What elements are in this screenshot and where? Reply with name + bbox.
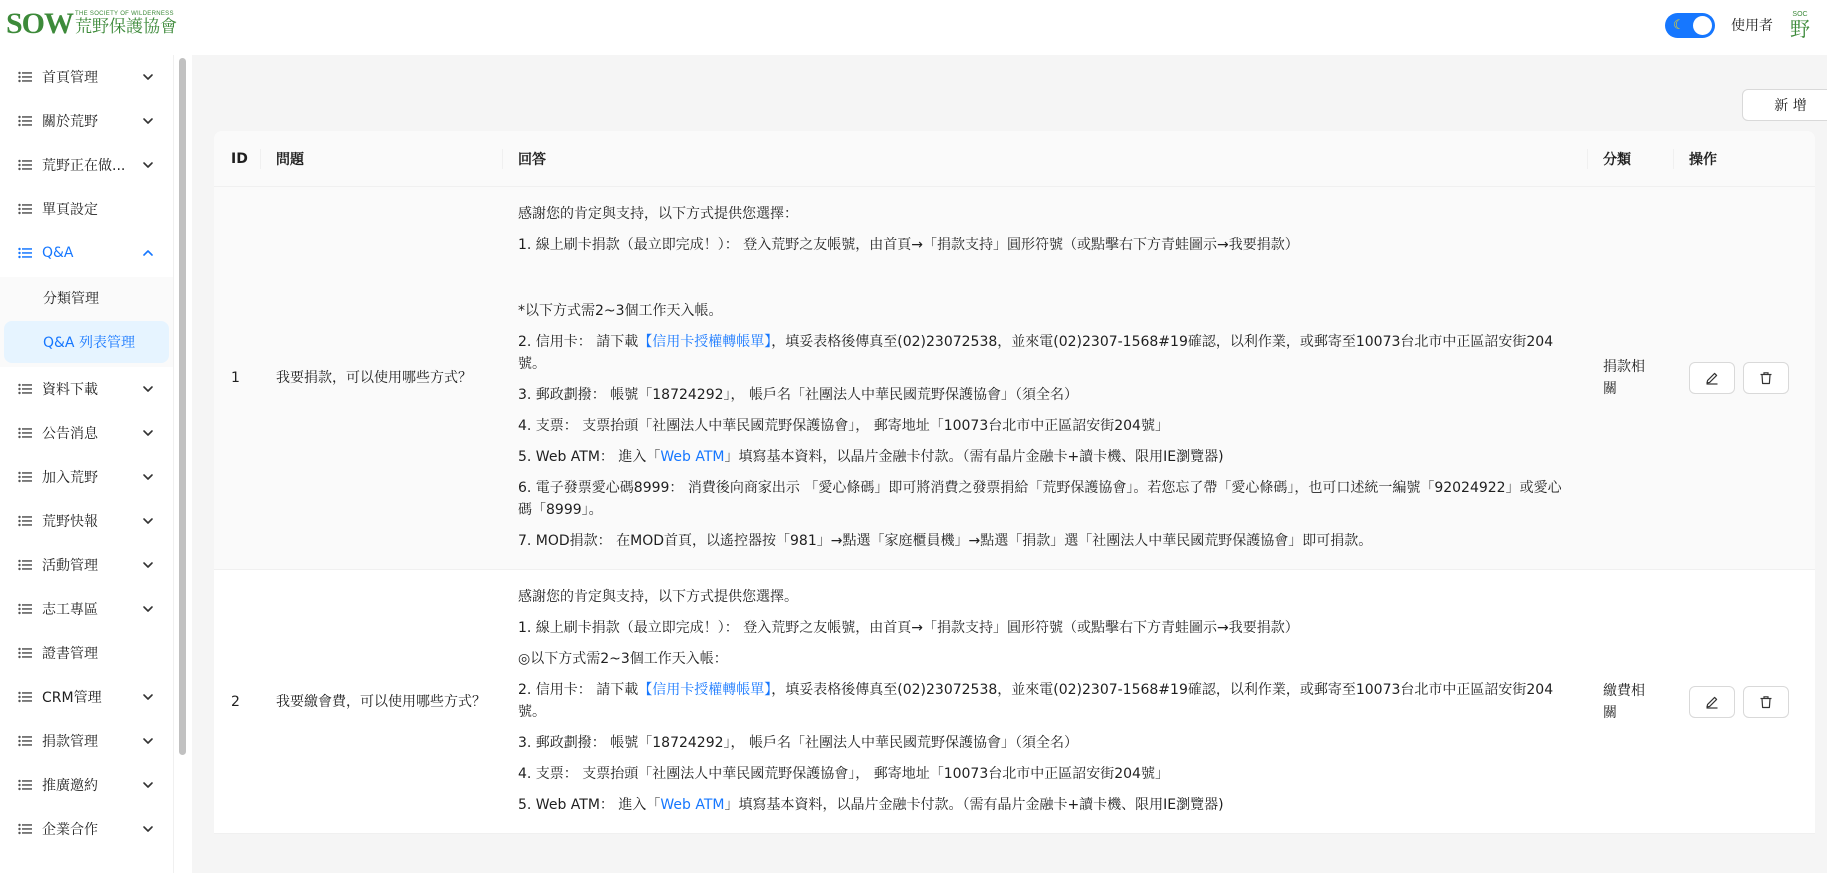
answer-paragraph: ◎以下方式需2~3個工作天入帳： bbox=[518, 651, 728, 667]
cell-answer bbox=[502, 187, 1587, 569]
delete-button[interactable] bbox=[1743, 362, 1789, 394]
sidebar-subitem-qa-list-management[interactable]: Q&A 列表管理 bbox=[4, 321, 169, 363]
list-icon bbox=[18, 735, 32, 747]
answer-paragraph: 1. 線上刷卡捐款（最立即完成！）： 登入荒野之友帳號，由首頁→「捐款支持」圓形符號（或點擊右下方青蛙圖示→我要捐款） bbox=[518, 237, 1299, 253]
sidebar-item-about[interactable] bbox=[0, 99, 173, 143]
answer-paragraph: 感謝您的肯定與支持，以下方式提供您選擇： bbox=[518, 206, 798, 222]
list-icon bbox=[18, 71, 32, 83]
sidebar-item-label: 荒野快報 bbox=[42, 514, 98, 530]
sidebar-item-label: 關於荒野 bbox=[42, 114, 98, 130]
answer-text: ，填妥表格後傳真至(02)23072538，並來電(02)2307-1568#19確認，以利作業，或郵寄至10073台北市中正區詔安街204號。 bbox=[518, 334, 1554, 372]
list-icon bbox=[18, 515, 32, 527]
sidebar-subitem-category-management[interactable]: 分類管理 bbox=[43, 291, 99, 307]
answer-text: ，填妥表格後傳真至(02)23072538，並來電(02)2307-1568#19確認，以利作業，或郵寄至10073台北市中正區詔安街204號。 bbox=[518, 682, 1554, 720]
sidebar-item-newsletter[interactable] bbox=[0, 499, 173, 543]
answer-text: 」填寫基本資料，以晶片金融卡付款。（需有晶片金融卡+讀卡機、限用IE瀏覽器) bbox=[724, 797, 1224, 813]
sidebar-item-donations[interactable] bbox=[0, 719, 173, 763]
chevron-down-icon bbox=[142, 71, 154, 83]
answer-text: 」填寫基本資料，以晶片金融卡付款。（需有晶片金融卡+讀卡機、限用IE瀏覽器) bbox=[724, 449, 1224, 465]
moon-icon: ☾ bbox=[1673, 17, 1685, 33]
chevron-down-icon bbox=[142, 691, 154, 703]
chevron-down-icon bbox=[142, 735, 154, 747]
sidebar-item-crm[interactable] bbox=[0, 675, 173, 719]
list-icon bbox=[18, 823, 32, 835]
sidebar-item-events[interactable] bbox=[0, 543, 173, 587]
list-icon bbox=[18, 159, 32, 171]
sidebar-item-label: 推廣邀約 bbox=[42, 778, 98, 794]
answer-paragraph: 4. 支票： 支票抬頭「社團法人中華民國荒野保護協會」， 郵寄地址「10073台北市中正區詔安街204號」 bbox=[518, 766, 1169, 782]
sidebar-item-label: 志工專區 bbox=[42, 602, 98, 618]
list-icon bbox=[18, 247, 32, 259]
list-icon bbox=[18, 203, 32, 215]
answer-paragraph: 3. 郵政劃撥： 帳號「18724292」， 帳戶名「社團法人中華民國荒野保護協會」（須全名） bbox=[518, 387, 1078, 403]
answer-link[interactable]: 【信用卡授權轉帳單】 bbox=[638, 334, 772, 350]
table-header bbox=[214, 131, 1815, 187]
column-header-id: ID bbox=[231, 150, 248, 167]
sidebar-item-label: 公告消息 bbox=[42, 426, 98, 442]
sidebar-item-announcements[interactable] bbox=[0, 411, 173, 455]
sidebar-item-label: 單頁設定 bbox=[42, 202, 98, 218]
logo-english-name: THE SOCIETY OF WILDERNESS bbox=[75, 11, 174, 17]
cell-question: 我要捐款，可以使用哪些方式？ bbox=[276, 370, 472, 386]
table-row bbox=[214, 570, 1815, 834]
cell-id: 1 bbox=[231, 370, 240, 386]
answer-paragraph: 1. 線上刷卡捐款（最立即完成！）： 登入荒野之友帳號，由首頁→「捐款支持」圓形符號（或點擊右下方青蛙圖示→我要捐款） bbox=[518, 620, 1299, 636]
sidebar-item-label: 首頁管理 bbox=[42, 70, 98, 86]
chevron-down-icon bbox=[142, 383, 154, 395]
answer-paragraph bbox=[518, 679, 1571, 723]
table-row bbox=[214, 187, 1815, 570]
list-icon bbox=[18, 603, 32, 615]
answer-text: 5. Web ATM： 進入「 bbox=[518, 797, 661, 813]
chevron-down-icon bbox=[142, 559, 154, 571]
sidebar-item-label: Q&A bbox=[42, 245, 74, 261]
edit-icon bbox=[1705, 371, 1719, 385]
chevron-down-icon bbox=[142, 515, 154, 527]
sidebar-item-label: 加入荒野 bbox=[42, 470, 98, 486]
answer-paragraph bbox=[518, 331, 1571, 375]
edit-button[interactable] bbox=[1689, 686, 1735, 718]
sidebar-item-label: 證書管理 bbox=[42, 646, 98, 662]
edit-button[interactable] bbox=[1689, 362, 1735, 394]
sidebar-item-promotion[interactable] bbox=[0, 763, 173, 807]
cell-question: 我要繳會費，可以使用哪些方式？ bbox=[276, 693, 486, 710]
list-icon bbox=[18, 691, 32, 703]
cell-category: 繳費相關 bbox=[1603, 682, 1645, 721]
list-icon bbox=[18, 647, 32, 659]
logo[interactable] bbox=[6, 8, 177, 40]
qa-table bbox=[214, 131, 1815, 834]
sidebar-item-label: 荒野正在做... bbox=[42, 158, 126, 174]
edit-icon bbox=[1705, 695, 1719, 709]
answer-paragraph: 3. 郵政劃撥： 帳號「18724292」， 帳戶名「社團法人中華民國荒野保護協會」（須全名） bbox=[518, 735, 1078, 751]
sidebar-menu bbox=[0, 55, 174, 873]
sidebar-item-single-page[interactable] bbox=[0, 187, 173, 231]
answer-text: 2. 信用卡： 請下載 bbox=[518, 334, 639, 350]
answer-paragraph: 6. 電子發票愛心碼8999： 消費後向商家出示 「愛心條碼」即可將消費之發票捐給「荒野保護協會」。若您忘了帶「愛心條碼」，也可口述統一編號「92024922」或愛心碼「8999」。 bbox=[518, 480, 1562, 518]
answer-paragraph: 感謝您的肯定與支持，以下方式提供您選擇。 bbox=[518, 589, 798, 605]
chevron-down-icon bbox=[142, 779, 154, 791]
column-header-actions: 操作 bbox=[1673, 131, 1815, 186]
chevron-up-icon bbox=[142, 247, 154, 259]
answer-paragraph bbox=[518, 794, 1224, 816]
chevron-down-icon bbox=[142, 603, 154, 615]
logo-mark: SOW bbox=[6, 7, 74, 40]
cell-actions bbox=[1673, 187, 1815, 569]
column-header-question: 問題 bbox=[260, 131, 502, 186]
list-icon bbox=[18, 427, 32, 439]
sidebar-item-home[interactable] bbox=[0, 55, 173, 99]
qa-submenu bbox=[0, 277, 173, 367]
logo-chinese-name: 荒野保護協會 bbox=[75, 17, 178, 37]
column-header-answer: 回答 bbox=[502, 131, 1587, 186]
sidebar-item-label: 捐款管理 bbox=[42, 734, 98, 750]
answer-link[interactable]: 【信用卡授權轉帳單】 bbox=[638, 682, 772, 698]
sidebar-item-certificates[interactable] bbox=[0, 631, 173, 675]
add-button[interactable]: 新 增 bbox=[1742, 89, 1827, 121]
cell-category: 捐款相關 bbox=[1603, 359, 1645, 397]
answer-text: 2. 信用卡： 請下載 bbox=[518, 682, 639, 698]
main-content bbox=[192, 55, 1827, 873]
sidebar-item-label: 活動管理 bbox=[42, 558, 98, 574]
cell-id: 2 bbox=[231, 693, 240, 710]
sidebar-item-qa[interactable] bbox=[0, 231, 173, 275]
theme-toggle[interactable] bbox=[1665, 13, 1715, 38]
list-icon bbox=[18, 471, 32, 483]
sidebar-item-label: CRM管理 bbox=[42, 690, 102, 706]
sidebar-item-label: 資料下載 bbox=[42, 382, 98, 398]
column-header-category: 分類 bbox=[1587, 131, 1673, 186]
answer-paragraph: 4. 支票： 支票抬頭「社團法人中華民國荒野保護協會」， 郵寄地址「10073台北市中正區詔安街204號」 bbox=[518, 418, 1169, 434]
list-icon bbox=[18, 383, 32, 395]
answer-paragraph: *以下方式需2~3個工作天入帳。 bbox=[518, 303, 723, 319]
answer-text: 5. Web ATM： 進入「 bbox=[518, 449, 661, 465]
chevron-down-icon bbox=[142, 159, 154, 171]
username[interactable]: 使用者 bbox=[1731, 18, 1773, 34]
trash-icon bbox=[1759, 371, 1773, 385]
sidebar-item-join[interactable] bbox=[0, 455, 173, 499]
sidebar-item-volunteer[interactable] bbox=[0, 587, 173, 631]
trash-icon bbox=[1759, 695, 1773, 709]
answer-paragraph bbox=[518, 446, 1224, 468]
chevron-down-icon bbox=[142, 115, 154, 127]
cell-answer bbox=[502, 570, 1587, 833]
toggle-knob bbox=[1693, 16, 1712, 35]
answer-link[interactable]: Web ATM bbox=[660, 797, 725, 813]
sidebar-item-enterprise[interactable] bbox=[0, 807, 173, 851]
sidebar-item-label: 企業合作 bbox=[42, 822, 98, 838]
list-icon bbox=[18, 115, 32, 127]
chevron-down-icon bbox=[142, 823, 154, 835]
answer-paragraph: 7. MOD捐款： 在MOD首頁，以遙控器按「981」→點選「家庭櫃員機」→點選「捐款」選「社團法人中華民國荒野保護協會」即可捐款。 bbox=[518, 533, 1373, 549]
sidebar-item-downloads[interactable] bbox=[0, 367, 173, 411]
list-icon bbox=[18, 559, 32, 571]
table-body bbox=[214, 187, 1815, 834]
chevron-down-icon bbox=[142, 471, 154, 483]
list-icon bbox=[18, 779, 32, 791]
cell-actions bbox=[1673, 570, 1815, 833]
app-header bbox=[0, 0, 1827, 55]
delete-button[interactable] bbox=[1743, 686, 1789, 718]
avatar[interactable]: SOC 野 bbox=[1790, 10, 1810, 41]
sidebar-scrollbar-thumb[interactable] bbox=[179, 58, 186, 755]
answer-link[interactable]: Web ATM bbox=[660, 449, 725, 465]
chevron-down-icon bbox=[142, 427, 154, 439]
sidebar-item-projects[interactable] bbox=[0, 143, 173, 187]
